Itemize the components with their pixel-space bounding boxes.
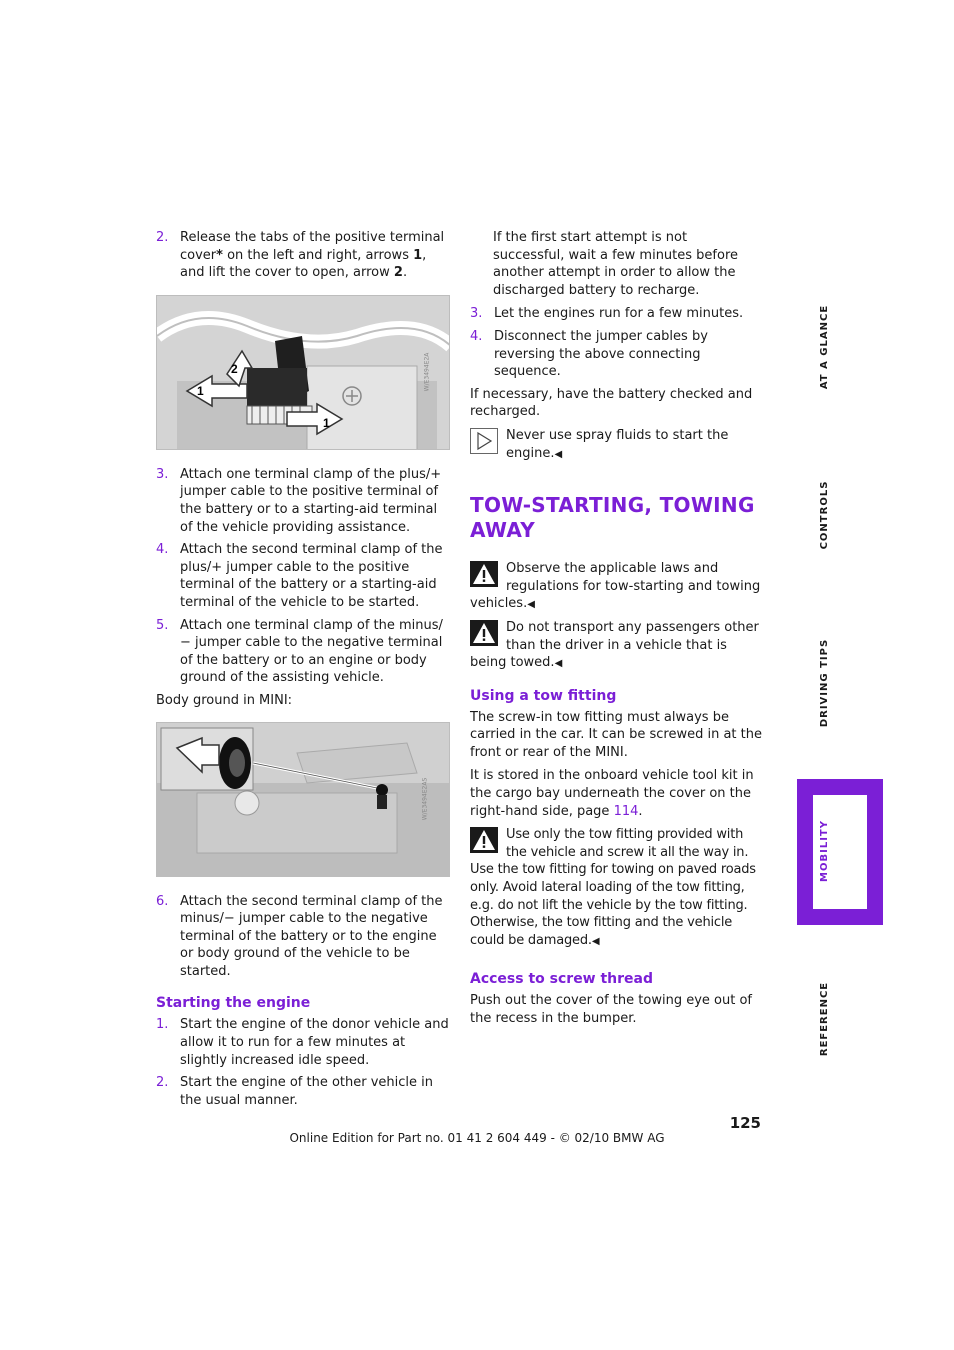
arrow-label-1-right: 1: [323, 415, 330, 430]
body-ground-figure: [156, 722, 450, 877]
warning-passengers: Do not transport any passengers other than the driver in a vehicle that is being towed.◀: [470, 619, 759, 671]
step-number: 2.: [156, 230, 169, 245]
tab-at-a-glance[interactable]: AT A GLANCE: [819, 304, 831, 390]
start-step-2: 2. Start the engine of the other vehicle in the usual manner.: [156, 1075, 434, 1108]
tow-fitting-p2: It is stored in the onboard vehicle tool kit in the cargo bay underneath the cover on the right-hand side, page 114.: [470, 768, 754, 819]
battery-terminal-illustration: [157, 296, 450, 450]
warning-icon: [470, 620, 498, 646]
step-5: 5. Attach one terminal clamp of the minus/− jumper cable to the negative terminal of the battery or to an engine or body ground of the assisting vehicle.: [156, 617, 443, 686]
screw-thread-heading: Access to screw thread: [470, 971, 654, 988]
tab-reference[interactable]: REFERENCE: [819, 981, 831, 1057]
battery-terminal-figure: [156, 295, 450, 450]
section-heading: TOW-STARTING, TOWING AWAY: [470, 493, 755, 543]
step-3: 3. Attach one terminal clamp of the plus/+ jumper cable to the positive terminal of the battery or to a starting-aid terminal of the vehicle providing assistance.: [156, 466, 442, 535]
page-link[interactable]: 114: [613, 803, 639, 819]
tab-controls[interactable]: CONTROLS: [819, 480, 831, 550]
tow-fitting-p1: The screw-in tow fitting must always be carried in the car. It can be screwed in at the front or rear of the MINI.: [470, 709, 762, 760]
tow-fitting-heading: Using a tow fitting: [470, 687, 617, 704]
warning-tow-fitting: Use only the tow fitting provided with the vehicle and screw it all the way in. Use the tow fitting for towing on paved roads only. Avoid lateral loading of the tow fitting, e.g. do not lift the vehicle by the tow fitting. Otherwise, the tow fitting and the vehicle could be damaged.◀: [470, 827, 756, 948]
footer: Online Edition for Part no. 01 41 2 604 449 - © 02/10 BMW AG: [289, 1131, 665, 1145]
right-column: [470, 229, 762, 1034]
arrow-label-1-left: 1: [197, 383, 204, 398]
warning-laws: Observe the applicable laws and regulations for tow-starting and towing vehicles.◀: [470, 561, 761, 612]
end-mark: ◀: [554, 448, 563, 460]
tab-mobility[interactable]: MOBILITY: [819, 820, 831, 882]
spray-note: Never use spray fluids to start the engine.◀: [470, 427, 762, 463]
step-6: 6. Attach the second terminal clamp of the minus/− jumper cable to the negative terminal of the battery or to the engine or body ground of the vehicle to be started.: [156, 893, 443, 979]
battery-check-text: If necessary, have the battery checked and recharged.: [470, 386, 753, 420]
start-step-1: 1. Start the engine of the donor vehicle and allow it to run for a few minutes at slightly increased idle speed.: [156, 1017, 449, 1068]
continued-text: If the first start attempt is not successful, wait a few minutes before another attempt in order to allow the discharged battery to recharge.: [493, 230, 739, 298]
page-number: 125: [729, 1114, 761, 1132]
figure-code: W/E3494E2AS: [421, 777, 429, 821]
arrow-label-2: 2: [231, 361, 238, 376]
tab-driving-tips[interactable]: DRIVING TIPS: [819, 638, 831, 728]
screw-thread-text: Push out the cover of the towing eye out of the recess in the bumper.: [470, 993, 752, 1026]
step-2-cover: 2. Release the tabs of the positive terminal cover* on the left and right, arrows 1, and lift the cover to open, arrow 2.: [156, 230, 445, 281]
step-4-disconnect: 4. Disconnect the jumper cables by reversing the above connecting sequence.: [470, 328, 708, 380]
engine-bay-illustration: [157, 723, 450, 877]
warning-icon: [470, 827, 498, 853]
body-ground-label: Body ground in MINI:: [156, 692, 293, 708]
note-triangle-icon: [470, 428, 498, 454]
figure-code: W/E3494E2A: [423, 352, 431, 392]
step-3-run: 3. Let the engines run for a few minutes.: [470, 306, 744, 322]
left-column: [156, 229, 450, 1114]
warning-icon: [470, 561, 498, 587]
step-4: 4. Attach the second terminal clamp of the plus/+ jumper cable to the positive terminal of the battery or a starting-aid terminal of the vehicle to be started.: [156, 542, 443, 610]
starting-engine-heading: Starting the engine: [156, 995, 311, 1012]
